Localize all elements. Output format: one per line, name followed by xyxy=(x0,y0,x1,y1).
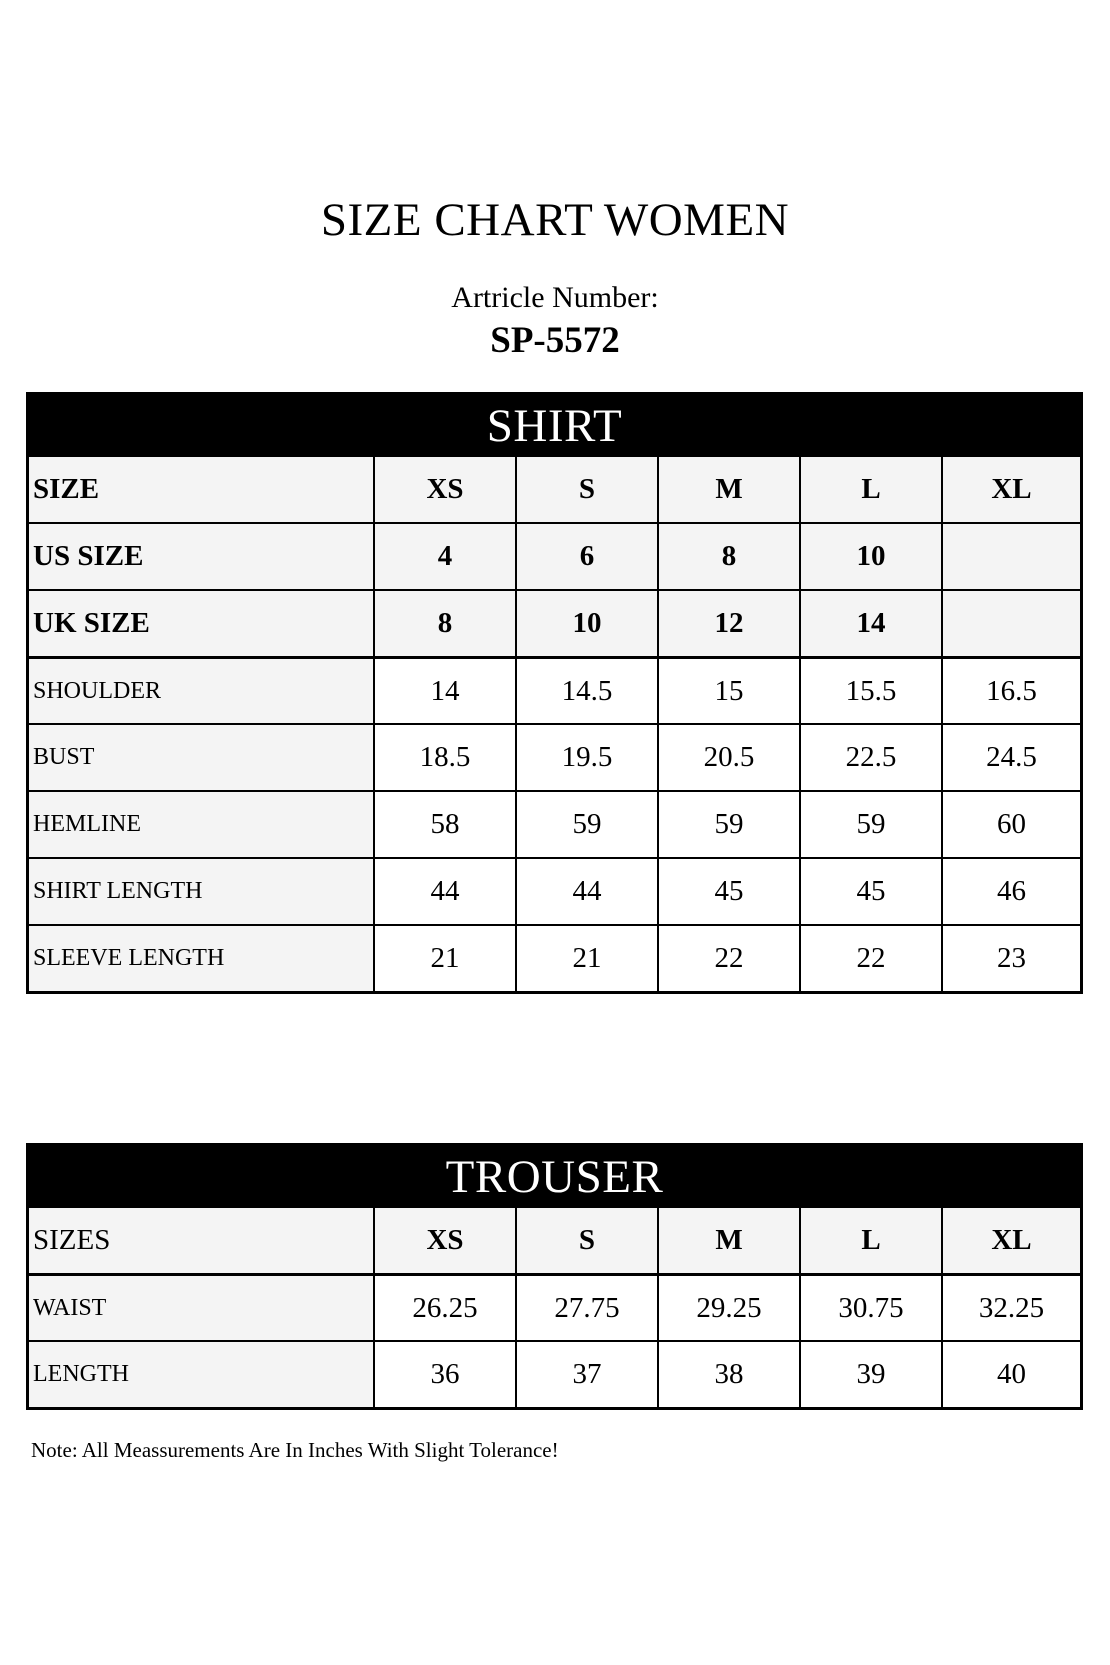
us-size-cell: 8 xyxy=(657,524,799,589)
measurement-cell: 59 xyxy=(657,792,799,857)
measurement-cell: 21 xyxy=(515,926,657,991)
measurement-row-bust xyxy=(29,723,1080,790)
measurement-row-sleeve-length xyxy=(29,924,1080,991)
trouser-size-table xyxy=(26,1143,1083,1410)
measurement-cell: 32.25 xyxy=(941,1276,1080,1340)
uk-size-cell xyxy=(941,591,1080,656)
uk-size-cell: 14 xyxy=(799,591,941,656)
measurement-label: LENGTH xyxy=(29,1342,373,1407)
uk-size-label: UK SIZE xyxy=(29,591,373,656)
size-cell: XS xyxy=(373,1208,515,1273)
measurement-cell: 39 xyxy=(799,1342,941,1407)
us-size-cell xyxy=(941,524,1080,589)
measurement-cell: 44 xyxy=(515,859,657,924)
uk-size-row xyxy=(29,589,1080,656)
measurement-cell: 15 xyxy=(657,659,799,723)
measurement-cell: 22 xyxy=(657,926,799,991)
size-cell: L xyxy=(799,457,941,522)
measurement-cell: 59 xyxy=(799,792,941,857)
us-size-cell: 4 xyxy=(373,524,515,589)
measurement-cell: 37 xyxy=(515,1342,657,1407)
measurement-cell: 44 xyxy=(373,859,515,924)
us-size-cell: 6 xyxy=(515,524,657,589)
shirt-size-table xyxy=(26,392,1083,994)
measurement-cell: 29.25 xyxy=(657,1276,799,1340)
measurement-cell: 14 xyxy=(373,659,515,723)
measurement-cell: 36 xyxy=(373,1342,515,1407)
measurement-cell: 24.5 xyxy=(941,725,1080,790)
measurement-row-hemline xyxy=(29,790,1080,857)
measurement-cell: 26.25 xyxy=(373,1276,515,1340)
size-cell: M xyxy=(657,457,799,522)
measurement-cell: 15.5 xyxy=(799,659,941,723)
measurement-cell: 23 xyxy=(941,926,1080,991)
measurement-label: SHOULDER xyxy=(29,659,373,723)
size-cell: XS xyxy=(373,457,515,522)
size-cell: L xyxy=(799,1208,941,1273)
measurement-cell: 58 xyxy=(373,792,515,857)
measurement-cell: 22 xyxy=(799,926,941,991)
size-row-label: SIZE xyxy=(29,457,373,522)
shirt-size-row xyxy=(29,457,1080,522)
measurement-row-shirt-length xyxy=(29,857,1080,924)
measurement-note: Note: All Meassurements Are In Inches With Slight Tolerance! xyxy=(31,1438,559,1462)
size-cell: M xyxy=(657,1208,799,1273)
uk-size-cell: 8 xyxy=(373,591,515,656)
us-size-row xyxy=(29,522,1080,589)
measurement-cell: 27.75 xyxy=(515,1276,657,1340)
measurement-label: HEMLINE xyxy=(29,792,373,857)
measurement-row-shoulder xyxy=(29,656,1080,723)
measurement-cell: 14.5 xyxy=(515,659,657,723)
measurement-cell: 45 xyxy=(657,859,799,924)
measurement-cell: 40 xyxy=(941,1342,1080,1407)
measurement-label: SHIRT LENGTH xyxy=(29,859,373,924)
trouser-table-header: TROUSER xyxy=(29,1146,1080,1208)
measurement-cell: 60 xyxy=(941,792,1080,857)
us-size-label: US SIZE xyxy=(29,524,373,589)
measurement-cell: 18.5 xyxy=(373,725,515,790)
uk-size-cell: 10 xyxy=(515,591,657,656)
article-number: SP-5572 xyxy=(490,320,620,361)
measurement-cell: 22.5 xyxy=(799,725,941,790)
size-cell: XL xyxy=(941,1208,1080,1273)
measurement-label: WAIST xyxy=(29,1276,373,1340)
measurement-cell: 59 xyxy=(515,792,657,857)
us-size-cell: 10 xyxy=(799,524,941,589)
measurement-label: SLEEVE LENGTH xyxy=(29,926,373,991)
article-number-label: Artricle Number: xyxy=(451,281,659,314)
sizes-row-label: SIZES xyxy=(29,1208,373,1273)
measurement-label: BUST xyxy=(29,725,373,790)
measurement-row-waist xyxy=(29,1273,1080,1340)
measurement-cell: 20.5 xyxy=(657,725,799,790)
measurement-cell: 19.5 xyxy=(515,725,657,790)
size-cell: S xyxy=(515,457,657,522)
measurement-cell: 38 xyxy=(657,1342,799,1407)
shirt-table-header: SHIRT xyxy=(29,395,1080,457)
size-cell: XL xyxy=(941,457,1080,522)
uk-size-cell: 12 xyxy=(657,591,799,656)
measurement-cell: 30.75 xyxy=(799,1276,941,1340)
trouser-size-row xyxy=(29,1208,1080,1273)
measurement-cell: 16.5 xyxy=(941,659,1080,723)
size-cell: S xyxy=(515,1208,657,1273)
measurement-row-length xyxy=(29,1340,1080,1407)
page-title: SIZE CHART WOMEN xyxy=(320,194,790,246)
measurement-cell: 21 xyxy=(373,926,515,991)
measurement-cell: 46 xyxy=(941,859,1080,924)
measurement-cell: 45 xyxy=(799,859,941,924)
